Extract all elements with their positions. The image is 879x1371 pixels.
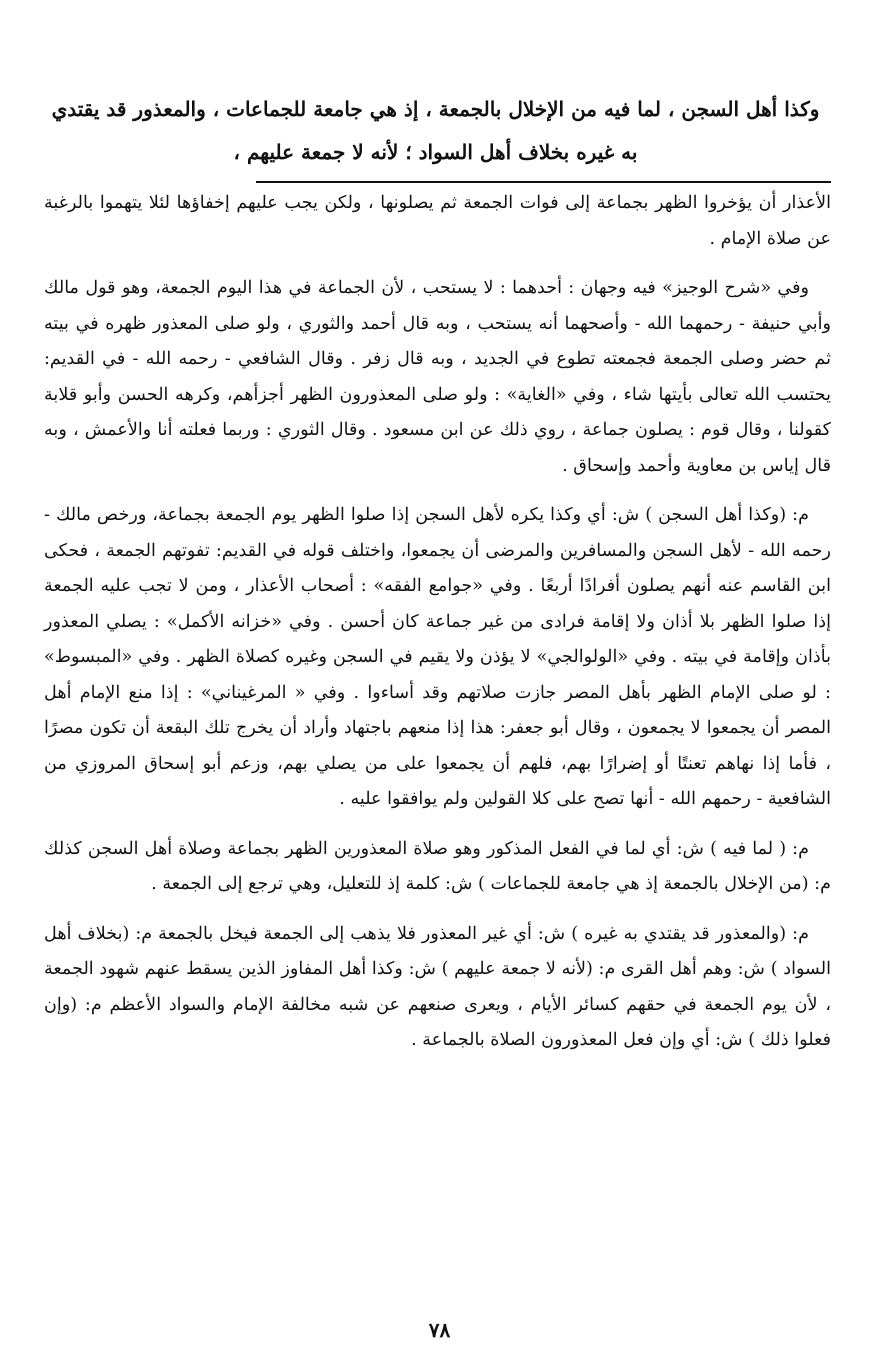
commentary-paragraph: م: (والمعذور قد يقتدي به غيره ) ش: أي غير المعذور فلا يذهب إلى الجمعة فيخل بالجمعة م: (بخلاف أهل السواد ) ش: وهم أهل القرى م: (لأنه لا جمعة عليهم ) ش: وكذا أهل المفاوز الذين يسقط عنهم شهود الجمعة ، لأن يوم الجمعة في حقهم كسائر الأيام ، ويعرى صنعهم عن شبه مخالفة الإمام والسواد الأعظم م: (وإن فعلوا ذلك ) ش: أي وإن فعل المعذورون الصلاة بالجماعة . [44, 923, 831, 1050]
commentary-paragraph: وفي «شرح الوجيز» فيه وجهان : أحدهما : لا يستحب ، لأن الجماعة في هذا اليوم الجمعة، وهو قول مالك وأبي حنيفة - رحمهما الله - وأصحهما أنه يستحب ، وبه قال أحمد والثوري ، ولو صلى المعذور ظهره في بيته ثم حضر وصلى الجمعة فجمعته تطوع في الجديد ، وبه قال زفر . وقال الشافعي - رحمه الله - في القديم: يحتسب الله تعالى بأيتها شاء ، وفي «الغاية» : ولو صلى المعذورون الظهر أجزأهم، وكرهه الحسن وأبو قلابة كقولنا ، وقال قوم : يصلون جماعة ، روي ذلك عن ابن مسعود . وقال الثوري : وربما فعلته أنا والأعمش ، وبه قال إياس بن معاوية وأحمد وإسحاق . [44, 278, 831, 476]
matn-text: وكذا أهل السجن ، لما فيه من الإخلال بالجمعة ، إذ هي جامعة للجماعات ، والمعذور قد يقتدي به غيره بخلاف أهل السواد ؛ لأنه لا جمعة عليهم ، [51, 97, 820, 164]
commentary [44, 186, 831, 1073]
commentary-paragraph: الأعذار أن يؤخروا الظهر بجماعة إلى فوات الجمعة ثم يصلونها ، ولكن يجب عليهم إخفاؤها لئلا يتهموا بالرغبة عن صلاة الإمام . [44, 193, 831, 249]
separator-rule [256, 181, 831, 183]
commentary-paragraph: م: (وكذا أهل السجن ) ش: أي وكذا يكره لأهل السجن إذا صلوا الظهر يوم الجمعة بجماعة، ورخص مالك - رحمه الله - لأهل السجن والمسافرين والمرضى أن يجمعوا، واختلف قوله في القديم: تفوتهم الجمعة ، فحكى ابن القاسم عنه أنهم يصلون أفرادًا أربعًا . وفي «جوامع الفقه» : أصحاب الأعذار ، ومن لا تجب عليه الجمعة إذا صلوا الظهر بلا أذان ولا إقامة فرادى من غير جماعة كان أحسن . وفي «خزانه الأكمل» : يصلي المعذور بأذان وإقامة في بيته . وفي «الولوالجي» لا يؤذن ولا يقيم في السجن وغيره كصلاة الظهر . وفي «المبسوط» : لو صلى الإمام الظهر بأهل المصر جازت صلاتهم وقد أساءوا . وفي « المرغيناني» : إذا منع الإمام أهل المصر أن يجمعوا لا يجمعون ، وقال أبو جعفر: هذا إذا منعهم باجتهاد وأراد أن يخرج تلك البقعة أن تكون مصرًا ، فأما إذا نهاهم تعنتًا أو إضرارًا بهم، فلهم أن يجمعوا على من يصلي بهم، وزعم أبو إسحاق المروزي من الشافعية - رحمهم الله - أنها تصح على كلا القولين ولم يوافقوا عليه . [44, 505, 831, 809]
page-number: ٧٨ [428, 1318, 451, 1342]
commentary-paragraph: م: ( لما فيه ) ش: أي لما في الفعل المذكور وهو صلاة المعذورين الظهر بجماعة وصلاة أهل السجن كذلك م: (من الإخلال بالجمعة إذ هي جامعة للجماعات ) ش: كلمة إذ للتعليل، وهي ترجع إلى الجمعة . [44, 838, 831, 894]
